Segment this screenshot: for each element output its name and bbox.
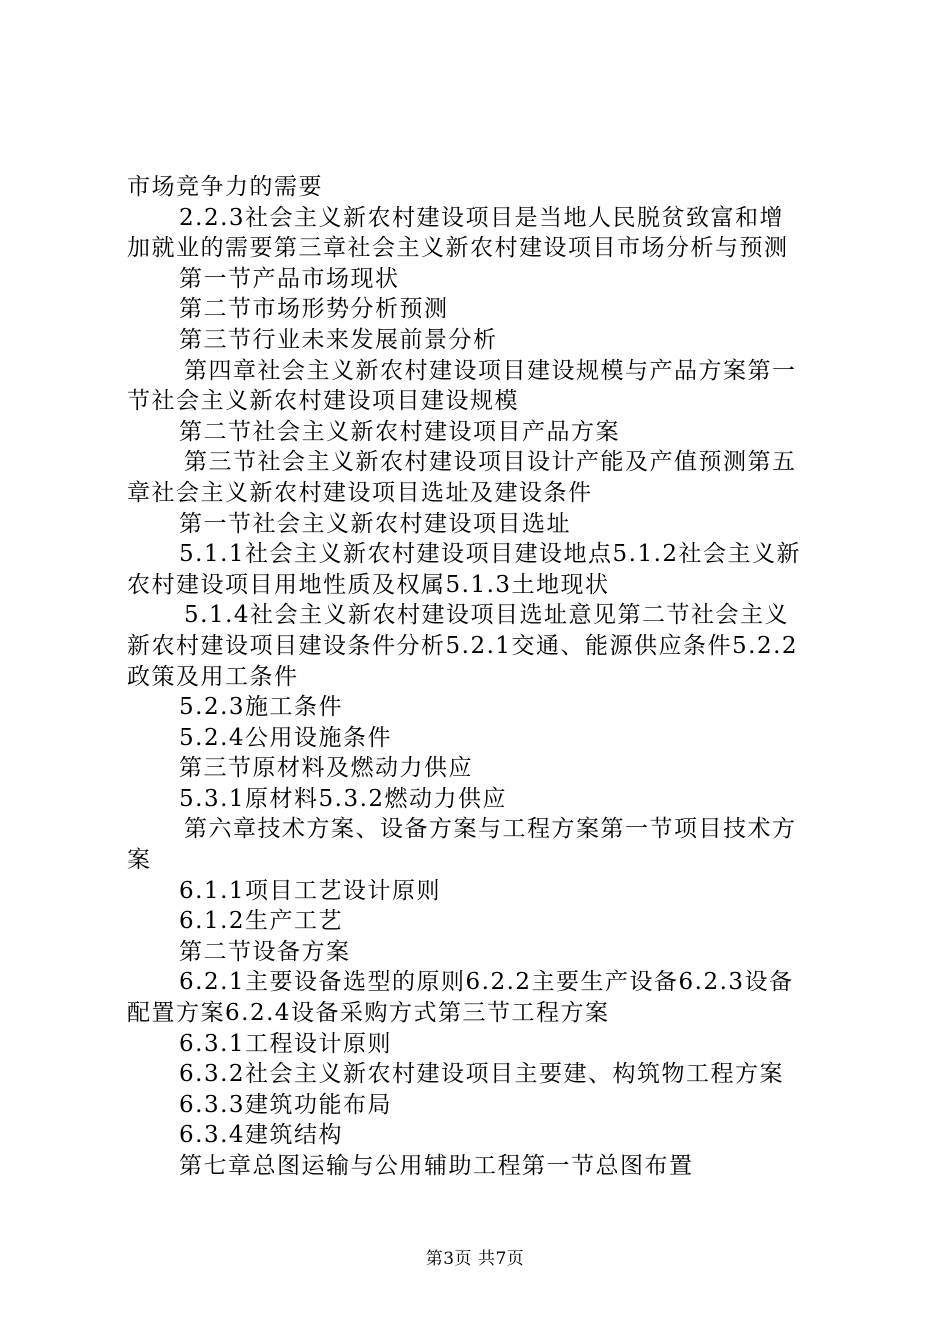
text-line: 案: [127, 847, 152, 874]
text-line: 5.3.1原材料5.3.2燃动力供应: [179, 785, 508, 812]
text-line: 第一节社会主义新农村建设项目选址: [179, 510, 571, 537]
page-footer: 第3页 共7页: [425, 1249, 525, 1269]
text-line: 第七章总图运输与公用辅助工程第一节总图布置: [179, 1153, 694, 1179]
text-line: 节社会主义新农村建设项目建设规模: [127, 388, 519, 415]
text-line: 6.1.1项目工艺设计原则: [179, 877, 442, 904]
text-line: 加就业的需要第三章社会主义新农村建设项目市场分析与预测: [127, 235, 789, 262]
text-line: 政策及用工条件: [127, 663, 299, 690]
text-line: 第二节市场形势分析预测: [179, 296, 449, 323]
text-line: 第三节原材料及燃动力供应: [179, 755, 473, 782]
text-line: 6.3.2社会主义新农村建设项目主要建、构筑物工程方案: [179, 1061, 785, 1088]
text-line: 第三节社会主义新农村建设项目设计产能及产值预测第五: [184, 449, 797, 476]
text-line: 5.1.1社会主义新农村建设项目建设地点5.1.2社会主义新: [179, 541, 802, 568]
text-line: 第四章社会主义新农村建设项目建设规模与产品方案第一: [184, 357, 797, 384]
text-line: 配置方案6.2.4设备采购方式第三节工程方案: [127, 1000, 610, 1027]
text-line: 6.2.1主要设备选型的原则6.2.2主要生产设备6.2.3设备: [179, 969, 794, 996]
text-line: 第一节产品市场现状: [179, 265, 400, 292]
text-line: 6.3.1工程设计原则: [179, 1030, 393, 1057]
text-line: 新农村建设项目建设条件分析5.2.1交通、能源供应条件5.2.2: [127, 632, 799, 659]
text-line: 6.1.2生产工艺: [179, 908, 344, 935]
text-line: 第三节行业未来发展前景分析: [179, 326, 498, 353]
text-line: 农村建设项目用地性质及权属5.1.3土地现状: [127, 571, 610, 598]
text-line: 6.3.3建筑功能布局: [179, 1091, 393, 1118]
text-line: 2.2.3社会主义新农村建设项目是当地人民脱贫致富和增: [179, 204, 785, 231]
text-line: 第六章技术方案、设备方案与工程方案第一节项目技术方: [184, 816, 797, 843]
text-line: 5.2.3施工条件: [179, 694, 344, 721]
text-line: 第二节社会主义新农村建设项目产品方案: [179, 418, 620, 445]
text-line: 市场竞争力的需要: [127, 174, 323, 200]
text-line: 5.2.4公用设施条件: [179, 724, 393, 751]
text-line: 第二节设备方案: [179, 938, 351, 965]
document-body: [127, 172, 839, 1182]
text-line: 6.3.4建筑结构: [179, 1122, 344, 1149]
text-line: 5.1.4社会主义新农村建设项目选址意见第二节社会主义: [184, 602, 790, 629]
text-line: 章社会主义新农村建设项目选址及建设条件: [127, 479, 593, 506]
